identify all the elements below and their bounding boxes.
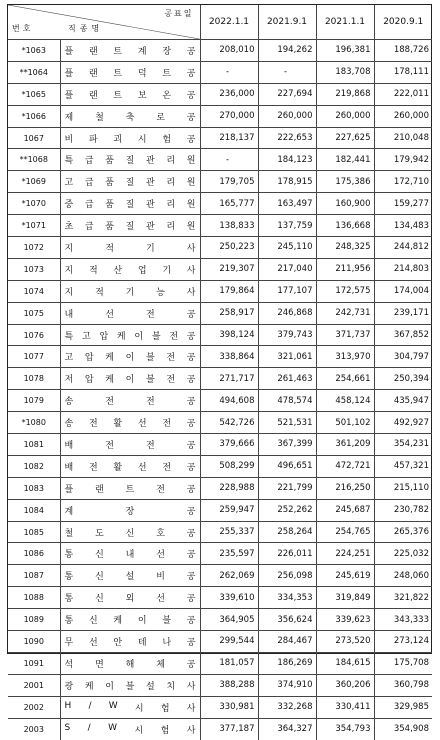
table-row	[8, 171, 432, 193]
job-name	[60, 105, 200, 127]
wage-value: 254,661	[316, 368, 374, 390]
wage-value: -	[258, 61, 316, 83]
wage-value: 236,000	[200, 83, 258, 105]
job-name-spread: 배 전 전 공	[64, 440, 196, 451]
wage-value: 160,900	[316, 193, 374, 215]
table-row	[8, 674, 432, 696]
wage-value: 181,057	[200, 652, 258, 674]
wage-value: 256,098	[258, 565, 316, 587]
wage-value: 138,833	[200, 215, 258, 237]
wage-value: 260,000	[374, 105, 432, 127]
row-number: 2002	[8, 696, 60, 718]
wage-value: 175,386	[316, 171, 374, 193]
job-name	[60, 674, 200, 696]
job-name-spread: 플 랜 트 전 공	[64, 484, 196, 495]
job-name	[60, 718, 200, 739]
wage-value: 175,708	[374, 652, 432, 674]
job-name	[60, 434, 200, 456]
job-name-spread: 석 면 해 체 공	[64, 659, 196, 670]
row-number: *1080	[8, 412, 60, 434]
wage-value: 179,942	[374, 149, 432, 171]
publication-label: 공표일	[164, 9, 194, 18]
row-number: 2001	[8, 674, 60, 696]
row-number: *1069	[8, 171, 60, 193]
job-name	[60, 587, 200, 609]
number-label: 번호	[12, 24, 34, 33]
row-number: 1088	[8, 587, 60, 609]
job-name-spread: 송 전 전 공	[64, 397, 196, 408]
wage-value: 245,687	[316, 499, 374, 521]
wage-value: 235,597	[200, 543, 258, 565]
wage-value: 259,947	[200, 499, 258, 521]
header-corner-cell	[8, 5, 200, 40]
row-number: 1076	[8, 324, 60, 346]
wage-value: 508,299	[200, 455, 258, 477]
wage-value: 239,171	[374, 302, 432, 324]
job-name	[60, 215, 200, 237]
wage-value: 313,970	[316, 346, 374, 368]
wage-value: 137,759	[258, 215, 316, 237]
row-number: 1084	[8, 499, 60, 521]
table-row	[8, 258, 432, 280]
wage-value: 252,262	[258, 499, 316, 521]
wage-value: 219,868	[316, 83, 374, 105]
wage-value: 356,624	[258, 609, 316, 631]
table-row	[8, 434, 432, 456]
row-number: 2003	[8, 718, 60, 739]
job-name	[60, 149, 200, 171]
wage-value: 227,625	[316, 127, 374, 149]
wage-value: 174,004	[374, 280, 432, 302]
wage-value: 273,520	[316, 631, 374, 653]
wage-value: 219,307	[200, 258, 258, 280]
row-number: *1070	[8, 193, 60, 215]
date-header: 2021.9.1	[258, 5, 316, 40]
wage-value: 250,394	[374, 368, 432, 390]
wage-value: 244,812	[374, 237, 432, 259]
wage-value: 242,731	[316, 302, 374, 324]
table-row	[8, 631, 432, 653]
table-row	[8, 543, 432, 565]
job-name-spread: 송 전 활 선 전 공	[64, 419, 196, 430]
date-header: 2020.9.1	[374, 5, 432, 40]
job-name-spread: 중 급 품 질 관 리 원	[64, 200, 196, 211]
wage-value: 319,849	[316, 587, 374, 609]
wage-value: 226,011	[258, 543, 316, 565]
job-name-spread: 철 도 신 호 공	[64, 528, 196, 539]
table-row	[8, 477, 432, 499]
wage-value: 260,000	[316, 105, 374, 127]
wage-value: 371,737	[316, 324, 374, 346]
job-name-spread: 배 전 활 선 전 공	[64, 462, 196, 473]
table-row	[8, 61, 432, 83]
wage-value: 250,223	[200, 237, 258, 259]
wage-value: 374,910	[258, 674, 316, 696]
wage-value: 217,040	[258, 258, 316, 280]
table-row	[8, 193, 432, 215]
job-name	[60, 609, 200, 631]
row-number: 1081	[8, 434, 60, 456]
job-name-spread: 제 철 축 로 공	[64, 112, 196, 123]
job-name-spread: 통 신 외 선 공	[64, 594, 196, 605]
wage-value: 254,765	[316, 521, 374, 543]
wage-value: 494,608	[200, 390, 258, 412]
table-row	[8, 237, 432, 259]
table-row	[8, 149, 432, 171]
job-name	[60, 127, 200, 149]
job-name	[60, 171, 200, 193]
wage-value: 542,726	[200, 412, 258, 434]
job-name-spread: 내 선 전 공	[64, 309, 196, 320]
wage-value: 215,110	[374, 477, 432, 499]
wage-value: 261,463	[258, 368, 316, 390]
job-name-spread: 통 신 내 선 공	[64, 550, 196, 561]
wage-value: 172,710	[374, 171, 432, 193]
wage-value: 225,032	[374, 543, 432, 565]
wage-value: 332,268	[258, 696, 316, 718]
table-row	[8, 302, 432, 324]
row-number: **1064	[8, 61, 60, 83]
wage-value: 330,411	[316, 696, 374, 718]
wage-value: 265,376	[374, 521, 432, 543]
table-row	[8, 40, 432, 62]
job-name-spread: 고 급 품 질 관 리 원	[64, 178, 196, 189]
row-number: 1087	[8, 565, 60, 587]
job-name-spread: 플 랜 트 계 장 공	[64, 46, 196, 57]
wage-value: 379,666	[200, 434, 258, 456]
job-name-spread: 지 적 기 능 사	[64, 287, 196, 298]
row-number: 1073	[8, 258, 60, 280]
wage-value: 172,575	[316, 280, 374, 302]
job-name	[60, 477, 200, 499]
job-name	[60, 280, 200, 302]
wage-value: 501,102	[316, 412, 374, 434]
table-row	[8, 412, 432, 434]
wage-value: 179,864	[200, 280, 258, 302]
job-name-spread: H / W 시 험 사	[64, 700, 196, 714]
wage-value: 458,124	[316, 390, 374, 412]
wage-value: 354,793	[316, 718, 374, 739]
table-row	[8, 324, 432, 346]
table-row	[8, 565, 432, 587]
wage-value: 334,353	[258, 587, 316, 609]
table-row	[8, 83, 432, 105]
wage-value: 245,110	[258, 237, 316, 259]
wage-value: 273,124	[374, 631, 432, 653]
wage-value: 222,011	[374, 83, 432, 105]
wage-value: 364,327	[258, 718, 316, 739]
wage-value: 367,399	[258, 434, 316, 456]
job-name	[60, 455, 200, 477]
wage-value: 304,797	[374, 346, 432, 368]
wage-value: 179,705	[200, 171, 258, 193]
job-name	[60, 521, 200, 543]
row-number: 1091	[8, 652, 60, 674]
wage-value: 178,111	[374, 61, 432, 83]
wage-value: 330,981	[200, 696, 258, 718]
wage-value: 136,668	[316, 215, 374, 237]
wage-value: 329,985	[374, 696, 432, 718]
wage-value: 271,717	[200, 368, 258, 390]
row-number: 1090	[8, 631, 60, 653]
date-header: 2022.1.1	[200, 5, 258, 40]
job-name-spread: 플 랜 트 덕 트 공	[64, 68, 196, 79]
wage-value: 188,726	[374, 40, 432, 62]
job-name	[60, 40, 200, 62]
wage-value: 194,262	[258, 40, 316, 62]
wage-value: 360,206	[316, 674, 374, 696]
wage-value: 354,231	[374, 434, 432, 456]
wage-table	[8, 5, 432, 740]
job-name	[60, 412, 200, 434]
row-number: *1071	[8, 215, 60, 237]
wage-value: 245,619	[316, 565, 374, 587]
job-name-spread: 지 적 기 사	[64, 243, 196, 254]
wage-value: 260,000	[258, 105, 316, 127]
wage-value: 208,010	[200, 40, 258, 62]
wage-value: 339,623	[316, 609, 374, 631]
wage-value: 184,123	[258, 149, 316, 171]
table-row	[8, 718, 432, 739]
row-number: 1079	[8, 390, 60, 412]
wage-table-frame	[7, 4, 432, 736]
job-name-spread: 무 선 안 테 나 공	[64, 637, 196, 648]
row-number: *1063	[8, 40, 60, 62]
job-name	[60, 631, 200, 653]
wage-value: 210,048	[374, 127, 432, 149]
wage-value: 472,721	[316, 455, 374, 477]
wage-value: 186,269	[258, 652, 316, 674]
row-number: **1068	[8, 149, 60, 171]
row-number: 1089	[8, 609, 60, 631]
row-number: 1078	[8, 368, 60, 390]
job-name-spread: S / W 시 험 사	[64, 722, 196, 736]
wage-value: 177,107	[258, 280, 316, 302]
date-header: 2021.1.1	[316, 5, 374, 40]
row-number: *1066	[8, 105, 60, 127]
wage-value: 178,915	[258, 171, 316, 193]
job-name	[60, 193, 200, 215]
table-row	[8, 587, 432, 609]
table-row	[8, 105, 432, 127]
wage-value: 224,251	[316, 543, 374, 565]
job-name	[60, 83, 200, 105]
wage-value: 248,325	[316, 237, 374, 259]
table-row	[8, 521, 432, 543]
job-name-spread: 플 랜 트 보 온 공	[64, 90, 196, 101]
wage-value: 182,441	[316, 149, 374, 171]
wage-value: 521,531	[258, 412, 316, 434]
wage-value: 228,988	[200, 477, 258, 499]
job-name	[60, 258, 200, 280]
wage-value: 134,483	[374, 215, 432, 237]
wage-value: 321,061	[258, 346, 316, 368]
table-row	[8, 127, 432, 149]
wage-value: 339,610	[200, 587, 258, 609]
job-name-spread: 광 케 이 블 설 치 사	[64, 681, 196, 692]
wage-value: 496,651	[258, 455, 316, 477]
wage-value: 258,917	[200, 302, 258, 324]
job-name	[60, 302, 200, 324]
table-row	[8, 455, 432, 477]
job-name-spread: 저 압 케 이 블 전 공	[64, 375, 196, 386]
job-name	[60, 368, 200, 390]
job-name	[60, 237, 200, 259]
table-row	[8, 696, 432, 718]
wage-value: 159,277	[374, 193, 432, 215]
wage-value: 478,574	[258, 390, 316, 412]
job-name	[60, 696, 200, 718]
wage-value: 222,653	[258, 127, 316, 149]
job-name-spread: 고 압 케 이 블 전 공	[64, 353, 196, 364]
row-number: 1075	[8, 302, 60, 324]
row-number: 1082	[8, 455, 60, 477]
table-row	[8, 280, 432, 302]
table-row	[8, 499, 432, 521]
wage-value: 398,124	[200, 324, 258, 346]
wage-value: 377,187	[200, 718, 258, 739]
wage-value: 367,852	[374, 324, 432, 346]
wage-value: -	[200, 61, 258, 83]
wage-value: 299,544	[200, 631, 258, 653]
job-name	[60, 61, 200, 83]
wage-value: 211,956	[316, 258, 374, 280]
wage-value: 196,381	[316, 40, 374, 62]
wage-value: 230,782	[374, 499, 432, 521]
row-number: 1083	[8, 477, 60, 499]
job-name	[60, 652, 200, 674]
wage-value: 165,777	[200, 193, 258, 215]
job-name	[60, 324, 200, 346]
wage-value: 262,069	[200, 565, 258, 587]
wage-value: 216,250	[316, 477, 374, 499]
wage-value: 284,467	[258, 631, 316, 653]
wage-value: 457,321	[374, 455, 432, 477]
job-name-spread: 통 신 케 이 블 공	[64, 616, 196, 627]
wage-value: 248,060	[374, 565, 432, 587]
job-name	[60, 346, 200, 368]
table-row	[8, 390, 432, 412]
wage-value: 364,905	[200, 609, 258, 631]
table-row	[8, 346, 432, 368]
wage-value: 354,908	[374, 718, 432, 739]
row-number: 1074	[8, 280, 60, 302]
job-name-spread: 초 급 품 질 관 리 원	[64, 222, 196, 233]
wage-value: -	[200, 149, 258, 171]
wage-value: 255,337	[200, 521, 258, 543]
job-name	[60, 543, 200, 565]
wage-value: 360,798	[374, 674, 432, 696]
table-row	[8, 368, 432, 390]
wage-value: 361,209	[316, 434, 374, 456]
row-number: 1077	[8, 346, 60, 368]
wage-value: 163,497	[258, 193, 316, 215]
job-name	[60, 565, 200, 587]
wage-value: 492,927	[374, 412, 432, 434]
wage-value: 184,615	[316, 652, 374, 674]
wage-value: 270,000	[200, 105, 258, 127]
job-name-spread: 지 적 산 업 기 사	[64, 265, 196, 276]
row-number: 1072	[8, 237, 60, 259]
wage-value: 388,288	[200, 674, 258, 696]
row-number: *1065	[8, 83, 60, 105]
wage-value: 321,822	[374, 587, 432, 609]
wage-value: 221,799	[258, 477, 316, 499]
job-name-spread: 특 급 품 질 관 리 원	[64, 156, 196, 167]
wage-value: 214,803	[374, 258, 432, 280]
row-number: 1086	[8, 543, 60, 565]
wage-value: 435,947	[374, 390, 432, 412]
job-label: 직종명	[68, 24, 104, 33]
header-row	[8, 5, 432, 40]
wage-value: 343,333	[374, 609, 432, 631]
wage-value: 258,264	[258, 521, 316, 543]
job-name-spread: 통 신 설 비 공	[64, 572, 196, 583]
table-row	[8, 215, 432, 237]
table-row	[8, 652, 432, 674]
job-name	[60, 390, 200, 412]
job-name-spread: 계 장 공	[64, 506, 196, 517]
job-name-spread: 비 파 괴 시 험 공	[64, 134, 196, 145]
wage-value: 338,864	[200, 346, 258, 368]
wage-value: 218,137	[200, 127, 258, 149]
wage-value: 379,743	[258, 324, 316, 346]
table-row	[8, 609, 432, 631]
table-body	[8, 40, 432, 740]
job-name	[60, 499, 200, 521]
wage-value: 246,868	[258, 302, 316, 324]
wage-value: 227,694	[258, 83, 316, 105]
row-number: 1067	[8, 127, 60, 149]
job-name-spread: 특 고 압 케 이 블 전 공	[64, 331, 196, 342]
wage-value: 183,708	[316, 61, 374, 83]
row-number: 1085	[8, 521, 60, 543]
